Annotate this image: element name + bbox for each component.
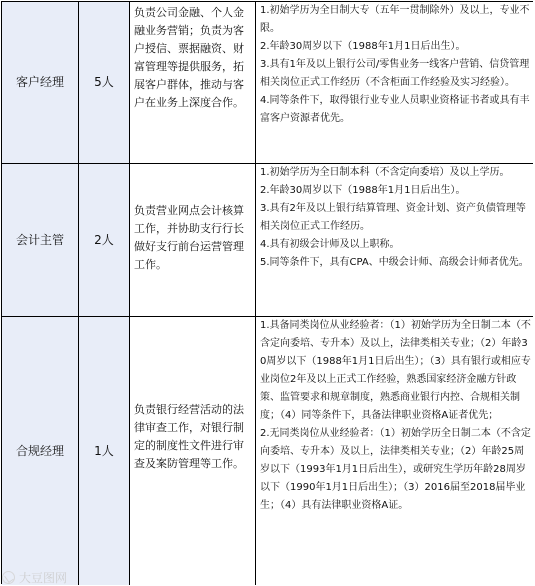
requirement-item: 1.初始学历为全日制本科（不含定向委培）及以上学历。: [260, 167, 510, 178]
job-description: 负责营业网点会计核算工作，并协助支行行长做好支行前台运营管理工作。: [134, 204, 244, 271]
position-title: 合规经理: [15, 443, 64, 458]
position-title: 会计主管: [15, 232, 64, 247]
requirement-item: 1.具备同类岗位从业经验者：（1）初始学历为全日制二本（不含定向委培、专升本）及以上，法律类相关专业；（2）年龄30周岁以下（1988年1月1日后出生）；（3）具有银行或相应专业岗位2年及以上正式工作经验，熟悉国家经济金融方针政策、监管要求和规章制度，熟悉商业银行内控、合规相关制度；（4）同等条件下，具备法律职业资格A证者优先；: [260, 320, 531, 421]
requirement-item: 2.年龄30周岁以下（1988年1月1日后出生）。: [260, 41, 466, 52]
job-description-cell: [130, 2, 256, 163]
table-row: [2, 164, 532, 317]
headcount-cell: [79, 164, 130, 316]
requirement-item: 3.具有2年及以上银行结算管理、资金计划、资产负债管理等相关岗位正式工作经历。: [260, 203, 526, 232]
job-requirements-table: [1, 1, 533, 584]
requirements-cell: [256, 2, 534, 163]
headcount: 1人: [94, 443, 114, 458]
headcount-cell: [79, 2, 130, 163]
table-row: [2, 317, 532, 585]
requirement-item: 2.年龄30周岁以下（1988年1月1日后出生）。: [260, 185, 466, 196]
requirement-item: 4.具有初级会计师及以上职称。: [260, 239, 400, 250]
headcount-cell: [79, 317, 130, 585]
requirement-item: 4.同等条件下，取得银行业专业人员职业资格证书者或具有丰富客户资源者优先。: [260, 95, 530, 124]
headcount: 2人: [94, 232, 114, 247]
table-row: [2, 2, 532, 164]
job-description-cell: [130, 164, 256, 316]
headcount: 5人: [94, 75, 114, 90]
requirement-item: 2.无同类岗位从业经验者：（1）初始学历全日制二本（不含定向委培、专升本）及以上，法律类相关专业；（2）年龄25周岁以下（1993年1月1日后出生），或研究生学历年龄28周岁以下（1990年1月1日后出生）；（3）2016届至2018届毕业生；（4）具有法律职业资格A证。: [260, 428, 531, 511]
requirement-item: 1.初始学历为全日制大专（五年一贯制除外）及以上，专业不限。: [260, 5, 530, 34]
position-title-cell: [2, 164, 79, 316]
position-title-cell: [2, 317, 79, 585]
position-title: 客户经理: [15, 75, 64, 90]
requirements-cell: [256, 164, 534, 316]
job-description: 负责银行经营活动的法律审查工作，对银行制定的制度性文件进行审查及案防管理等工作。: [134, 403, 244, 470]
watermark-text: 大豆图网: [19, 570, 68, 585]
position-title-cell: [2, 2, 79, 163]
job-description-cell: [130, 317, 256, 585]
requirement-item: 5.同等条件下，具有CPA、中级会计师、高级会计师者优先。: [260, 257, 529, 268]
job-description: 负责公司金融、个人金融业务营销；负责为客户授信、票据融资、财富管理等提供服务，拓展客户群体，推动与客户在业务上深度合作。: [134, 6, 244, 109]
requirements-cell: [256, 317, 534, 585]
requirement-item: 3.具有1年及以上银行公司/零售业务一线客户营销、信贷管理相关岗位正式工作经历（不含柜面工作经验及实习经验）。: [260, 59, 530, 88]
